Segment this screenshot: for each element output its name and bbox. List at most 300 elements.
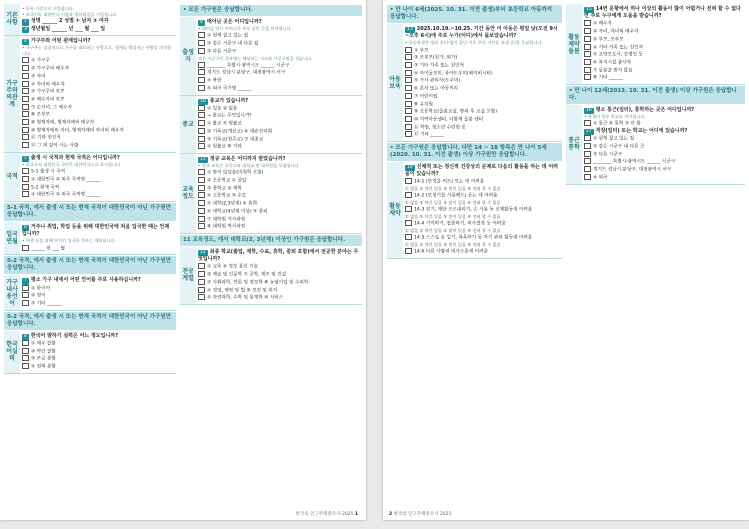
answer-option[interactable] (405, 131, 560, 139)
answer-option[interactable] (22, 134, 174, 142)
answer-option-label: ⑤ 가사 관리사(도우미) (414, 78, 461, 84)
checkbox[interactable] (22, 111, 29, 117)
checkbox[interactable] (22, 191, 29, 197)
question (22, 18, 174, 25)
answer-option[interactable] (198, 136, 360, 144)
answer-option[interactable] (584, 158, 743, 166)
rating-scale[interactable]: ① 없음 ② 약간 있음 ③ 많이 있음 ④ 전혀 할 수 없음 (405, 227, 501, 233)
answer-option-label: ③ 부모, 조부모 (593, 37, 624, 43)
answer-option[interactable] (198, 263, 360, 271)
answer-option[interactable] (198, 69, 360, 77)
answer-option-label: ⑧ 조부모 (31, 112, 50, 118)
checkbox[interactable] (198, 169, 205, 175)
footer-text: 한국의 인구주택총조사 2025 (393, 512, 452, 517)
question-number: 11 (200, 156, 206, 162)
question-text: 직장(일터) 또는 학교는 어디에 있습니까? (595, 128, 688, 135)
question-section (180, 154, 362, 234)
answer-option[interactable] (405, 248, 560, 256)
answer-option[interactable] (584, 44, 743, 52)
checkbox[interactable] (198, 177, 205, 183)
question-number: 16 (586, 108, 592, 114)
checkbox[interactable] (198, 128, 205, 134)
answer-option-label: ________ 특별시·광역시도 ______ 시군구 (207, 63, 290, 69)
answer-option-label: ① 가구주 (31, 58, 50, 64)
checkbox[interactable] (22, 285, 29, 291)
checkbox[interactable] (22, 81, 29, 87)
answer-option[interactable] (405, 234, 560, 242)
page2-column-left (387, 4, 562, 504)
answer-option[interactable] (22, 96, 174, 104)
answer-option[interactable] (584, 143, 743, 151)
answer-option-label: ① 있음 ② 없음 (207, 106, 238, 112)
answer-option[interactable] (22, 184, 174, 192)
checkbox[interactable] (22, 134, 29, 140)
checkbox[interactable] (584, 51, 591, 57)
checkbox[interactable] (584, 143, 591, 149)
answer-option-label: ⑧ 유치원 (414, 102, 433, 108)
checkbox[interactable] (584, 158, 591, 164)
checkbox[interactable] (22, 300, 29, 306)
checkbox[interactable] (198, 62, 205, 68)
checkbox[interactable] (198, 263, 205, 269)
answer-option[interactable] (405, 192, 560, 200)
question-number: 12 (200, 249, 206, 255)
answer-option-label: ② 자녀, 자녀의 배우자 (593, 29, 639, 35)
checkbox[interactable] (22, 348, 29, 354)
question-section (4, 36, 176, 153)
answer-option[interactable] (405, 101, 560, 109)
answer-option[interactable] (198, 200, 360, 208)
checkbox[interactable] (198, 48, 205, 54)
answer-option[interactable] (22, 191, 174, 199)
answer-option[interactable] (584, 28, 743, 36)
checkbox[interactable] (22, 245, 29, 251)
section-side-label: 활동제약 (387, 162, 403, 258)
checkbox[interactable] (584, 36, 591, 42)
section-side-label: 아동보육 (387, 24, 403, 141)
question-section (4, 153, 176, 202)
answer-option-label: ⑩ 형제자매의 자녀, 형제자매의 자녀의 배우자 (31, 128, 124, 134)
answer-option-label: ⑤ 대학(2,3년제) ④ 휴학 (207, 201, 258, 207)
checkbox[interactable] (22, 65, 29, 71)
checkbox[interactable] (198, 85, 205, 91)
checkbox[interactable] (405, 62, 412, 68)
answer-option-label: 5-1 출생 시 국적 (31, 169, 66, 175)
answer-option[interactable] (198, 77, 360, 85)
answer-option[interactable] (584, 174, 743, 182)
answer-option-label: ⑥ 배우자의 부모 (31, 97, 65, 103)
question-number: 15 (586, 7, 592, 12)
answer-option[interactable] (584, 59, 743, 67)
answer-option[interactable] (198, 40, 360, 48)
answer-option-label: ________ 특별시·광역시도 ______ 시군구 (593, 159, 676, 165)
checkbox[interactable] (198, 136, 205, 142)
question-text: 평소 통근(일터), 통학하는 곳은 어디입니까? (595, 107, 695, 114)
answer-option[interactable] (584, 74, 743, 82)
checkbox[interactable] (405, 108, 412, 114)
answer-option[interactable] (22, 81, 174, 89)
checkbox[interactable] (584, 166, 591, 172)
checkbox[interactable] (405, 220, 412, 226)
answer-option-label: ⑥ 대학교(4년제 이상) ⑤ 중퇴 (207, 209, 268, 215)
answer-option[interactable] (22, 340, 174, 348)
checkbox[interactable] (405, 192, 412, 198)
answer-option-label: 14-6 다른 사람과 의사소통에 어려움 (414, 249, 488, 255)
checkbox[interactable] (198, 32, 205, 38)
checkbox[interactable] (198, 105, 205, 111)
section-body (196, 154, 362, 233)
section-body (20, 36, 176, 152)
answer-option[interactable] (22, 285, 174, 293)
answer-option[interactable] (584, 151, 743, 159)
answer-option-label: 14-4 기억하기, 집중하기, 의사결정 등 어려움 (414, 221, 506, 227)
checkbox[interactable] (584, 20, 591, 26)
checkbox[interactable] (405, 54, 412, 60)
checkbox[interactable] (584, 67, 591, 73)
answer-option[interactable] (22, 127, 174, 135)
checkbox[interactable] (198, 271, 205, 277)
answer-option[interactable] (405, 108, 560, 116)
question-section (4, 275, 176, 310)
checkbox[interactable] (22, 363, 29, 369)
checkbox[interactable] (22, 184, 29, 190)
answer-option-label: ② 기독교(개신교) ⑥ 대순진리회 (207, 129, 273, 135)
checkbox[interactable] (22, 96, 29, 102)
answer-option-label: ② 가구주의 배우자 (31, 66, 70, 72)
question-text: 거주나 취업, 학업 등을 위해 대한민국에 처음 입국한 때는 언제입니까? (22, 224, 170, 238)
question-note: • 태어날 당시 어머니가 주로 살던 곳을 의미합니다. (198, 26, 293, 32)
checkbox[interactable] (405, 93, 412, 99)
answer-option[interactable] (405, 85, 560, 93)
answer-option[interactable] (405, 124, 560, 132)
section-side-label: 활동제약돌봄 (566, 4, 582, 84)
answer-option[interactable] (198, 294, 360, 302)
answer-option[interactable] (584, 67, 743, 75)
answer-option[interactable] (22, 111, 174, 119)
checkbox[interactable] (198, 192, 205, 198)
question-note: • 가구주는 실질적으로 가구를 대표하는 사람으로, 생계를 책임지는 사람을 의미합니다. (22, 45, 172, 57)
section-body (20, 153, 176, 201)
question-section (180, 17, 362, 96)
answer-option[interactable] (198, 223, 360, 231)
answer-option[interactable] (22, 176, 174, 184)
page2-column-right (566, 4, 745, 504)
section-body (582, 105, 745, 184)
question-note: • 초등학생은 방과 후(수업이 끝난 이후 주로 시간을 보낸 곳)을 응답합니다. (405, 40, 543, 46)
checkbox[interactable] (405, 131, 412, 137)
answer-option-label: ② 영어 (31, 293, 46, 299)
question-text: 생년월일 ______ 년 ___ 월 ___ 일 (30, 25, 106, 32)
answer-option[interactable] (22, 88, 174, 96)
checkbox[interactable] (22, 168, 29, 174)
question (22, 26, 174, 33)
answer-option[interactable] (198, 105, 360, 113)
answer-option[interactable] (198, 279, 360, 287)
section-side-label: 종교 (180, 96, 196, 153)
checkbox[interactable] (584, 120, 591, 126)
checkbox[interactable] (584, 59, 591, 65)
answer-option[interactable] (22, 363, 174, 371)
checkbox[interactable] (22, 57, 29, 63)
answer-option[interactable] (584, 120, 743, 128)
section-body (20, 331, 176, 373)
answer-option-label: ① 불교 ⑤ 원불교 (207, 121, 242, 127)
footer-text: 한국의 인구주택총조사 2025 (295, 512, 354, 517)
question-number: 10 (200, 98, 206, 104)
answer-option[interactable] (198, 169, 360, 177)
checkbox[interactable] (584, 135, 591, 141)
answer-option[interactable] (584, 166, 743, 174)
question-section (4, 222, 176, 255)
question-text: 14번 문항에서 하나 이상의 활동이 많이 어렵거나 전혀 할 수 없다면 주로 누구에게 도움을 받습니까? (584, 6, 741, 20)
checkbox[interactable] (405, 116, 412, 122)
answer-option[interactable] (198, 208, 360, 216)
answer-option-label: ④ 경영, 행정 및 법 ⑨ 보건 및 복지 (207, 288, 278, 293)
answer-option[interactable] (198, 143, 360, 151)
checkbox[interactable] (405, 70, 412, 76)
question-note: 다른 시군구인 경우에는 해당되는 시도와 시군구명을 적습니다. (198, 55, 313, 61)
answer-option[interactable] (198, 177, 360, 185)
answer-option[interactable] (22, 300, 174, 308)
page1-footer (296, 511, 358, 517)
answer-option[interactable] (198, 216, 360, 224)
answer-option[interactable] (198, 32, 360, 40)
answer-option[interactable] (584, 36, 743, 44)
rating-scale[interactable]: ① 없음 ② 약간 있음 ③ 많이 있음 ④ 전혀 할 수 없음 (405, 213, 501, 219)
checkbox[interactable] (22, 127, 29, 133)
question-section (387, 24, 562, 142)
answer-option-label: ⑦ 어린이집 (414, 94, 438, 100)
answer-option[interactable] (198, 128, 360, 136)
checkbox[interactable] (584, 174, 591, 180)
answer-option[interactable] (22, 57, 174, 65)
section-instruction-band: • 만 나이 12세(2013. 10. 31. 이전 출생) 이상 가구원은 응답합니다. (566, 86, 745, 104)
answer-option[interactable] (22, 168, 174, 176)
section-side-label: 가구주와의관계 (4, 36, 20, 152)
question-note: • 여행 등을 위해 단기간 입국한 경우는 제외합니다. (22, 238, 117, 244)
answer-option-label: ④ 아이돌보미, 육아도우미(베이비시터) (414, 71, 493, 77)
checkbox[interactable] (198, 40, 205, 46)
checkbox[interactable] (405, 85, 412, 91)
answer-option-label: ① 한국어 (31, 286, 50, 292)
answer-option[interactable] (405, 77, 560, 85)
answer-option-label: ③ 조금 못함 (31, 356, 56, 362)
question (22, 277, 174, 284)
answer-option[interactable] (584, 20, 743, 28)
question-section (4, 331, 176, 374)
section-instruction-band: • 모든 가구원은 응답합니다. (180, 5, 362, 16)
answer-option[interactable] (198, 112, 360, 120)
answer-option[interactable] (405, 47, 560, 55)
answer-option-label: ② 조부모(친가, 외가) (414, 55, 458, 61)
checkbox[interactable] (22, 73, 29, 79)
answer-option-label: ______ 년 ___ 월 (31, 246, 65, 252)
page2-footer (389, 511, 451, 517)
answer-option-label: 14-2 (보청기를 사용해도) 듣는 데 어려움 (414, 193, 498, 199)
answer-option-label: ② 약간 잘함 (31, 349, 56, 355)
answer-option[interactable] (405, 220, 560, 228)
checkbox[interactable] (584, 151, 591, 157)
answer-option-label: ③ 기타 ______ (31, 301, 61, 307)
checkbox[interactable] (405, 124, 412, 130)
answer-option-label: ② 예술 및 인문학 ⑦ 공학, 제조 및 건설 (207, 272, 287, 278)
answer-option-label: 경기도 성남시 분당구, 대전광역시 서구 (593, 167, 672, 173)
page-2 (383, 0, 749, 520)
checkbox[interactable] (198, 112, 205, 118)
answer-option[interactable] (22, 355, 174, 363)
checkbox[interactable] (22, 104, 29, 110)
checkbox[interactable] (405, 234, 412, 240)
question (405, 164, 560, 178)
checkbox[interactable] (22, 176, 29, 182)
page-1 (0, 0, 366, 520)
answer-option-label: ③ 다른 시군구 (593, 152, 623, 158)
answer-option-label: ⑨ 초등학교(돌봄교실, 방과 후 교실 포함) (414, 109, 498, 115)
question-section (566, 105, 745, 185)
section-instruction-band: 11 교육정도, 에서 대학교(2, 3년제) 이상인 가구원은 응답합니다. (180, 235, 362, 246)
answer-option-label: 5-2 현재 국적 (31, 185, 60, 191)
question (584, 128, 743, 135)
checkbox[interactable] (198, 200, 205, 206)
answer-option-label: ④ 고등학교 ③ 수료 (207, 193, 247, 199)
answer-option-label: ③ 기타 가족 또는 친인척 (414, 63, 464, 69)
answer-option[interactable] (198, 120, 360, 128)
section-body (20, 4, 176, 35)
rating-scale[interactable]: ① 없음 ② 약간 있음 ③ 많이 있음 ④ 전혀 할 수 없음 (405, 186, 501, 192)
page-number: 1 (354, 512, 358, 517)
answer-option[interactable] (22, 348, 174, 356)
question-section (180, 247, 362, 305)
answer-option[interactable] (198, 62, 360, 70)
rating-scale[interactable]: ① 없음 ② 약간 있음 ③ 많이 있음 ④ 전혀 할 수 없음 (405, 241, 501, 247)
answer-option[interactable] (22, 119, 174, 127)
answer-option[interactable] (22, 65, 174, 73)
answer-option[interactable] (405, 178, 560, 186)
checkbox[interactable] (405, 178, 412, 184)
checkbox[interactable] (198, 185, 205, 191)
checkbox[interactable] (22, 340, 29, 346)
checkbox[interactable] (584, 28, 591, 34)
answer-option[interactable] (405, 116, 560, 124)
answer-option-label: ④ 북한 (207, 78, 222, 84)
answer-option-label: ⑥ 혼자 또는 아동끼리 (414, 86, 459, 92)
question-section (4, 4, 176, 36)
checkbox[interactable] (198, 279, 205, 285)
answer-option[interactable] (198, 287, 360, 295)
section-body (403, 24, 562, 141)
checkbox[interactable] (22, 119, 29, 125)
checkbox[interactable] (22, 142, 29, 148)
checkbox[interactable] (584, 44, 591, 50)
question-note: • 학생의 경우 학교를 의미합니다. (584, 114, 646, 120)
answer-option-label: ④ 기타 가족 또는 친인척 (593, 45, 643, 51)
rating-scale[interactable]: ① 없음 ② 약간 있음 ③ 많이 있음 ④ 전혀 할 수 없음 (405, 200, 501, 206)
answer-option-label: ① 통근 ② 통학 ③ 안 함 (593, 121, 641, 127)
answer-option-label: 경기도 성남시 분당구, 대전광역시 서구 (207, 70, 286, 76)
question-number: 13 (407, 27, 413, 32)
answer-option-label: ⑫ 그 외 같이 사는 사람 (31, 143, 79, 149)
answer-option-label: ① 부모 (414, 48, 429, 54)
answer-option-label: ③ 다른 시군구 (207, 49, 237, 55)
answer-option-label: ⑤ 자연과학, 수학 및 통계학 ⑩ 서비스 (207, 295, 284, 301)
answer-option[interactable] (198, 185, 360, 193)
answer-option-label: ① 배우자 (593, 21, 612, 27)
question-number: 4 (24, 38, 27, 44)
section-body (403, 162, 562, 258)
question-text: 태어난 곳은 어디입니까? (206, 19, 262, 25)
checkbox[interactable] (405, 77, 412, 83)
answer-option[interactable] (22, 73, 174, 81)
answer-option[interactable] (198, 85, 360, 93)
question (198, 249, 360, 263)
answer-option[interactable] (584, 135, 743, 143)
checkbox[interactable] (405, 47, 412, 53)
answer-option[interactable] (198, 271, 360, 279)
checkbox[interactable] (198, 223, 205, 229)
question-text: 정규 교육은 어디까지 받았습니까? (209, 155, 286, 162)
question-number: 1 (24, 19, 27, 25)
answer-option-label: ⑦ 손자녀, 그 배우자 (31, 105, 73, 111)
answer-option-label: ② 초등학교 ① 졸업 (207, 178, 247, 184)
section-body (196, 247, 362, 304)
section-body (582, 4, 745, 84)
section-instruction-band: • 모든 가구원은 응답합니다. 다만 14 ~ 18 항목은 만 나이 5세(2020. 10. 31. 이전 출생) 이상 가구원만 응답합니다. (387, 143, 562, 161)
checkbox[interactable] (198, 69, 205, 75)
question-section (566, 4, 745, 85)
checkbox[interactable] (22, 292, 29, 298)
checkbox[interactable] (198, 77, 205, 83)
checkbox[interactable] (198, 208, 205, 214)
checkbox[interactable] (584, 74, 591, 80)
section-side-label: 출생지 (180, 17, 196, 95)
checkbox[interactable] (198, 143, 205, 149)
section-side-label: 가구내사용언어 (4, 275, 20, 309)
checkbox[interactable] (198, 216, 205, 222)
checkbox[interactable] (22, 88, 29, 94)
answer-option[interactable] (22, 142, 174, 150)
answer-option[interactable] (405, 93, 560, 101)
answer-option-label: ① 현재 살고 있는 집 (207, 33, 249, 39)
answer-option[interactable] (405, 54, 560, 62)
checkbox[interactable] (405, 101, 412, 107)
answer-option[interactable] (22, 104, 174, 112)
answer-option[interactable] (198, 192, 360, 200)
question-section (387, 162, 562, 259)
checkbox[interactable] (198, 120, 205, 126)
answer-option[interactable] (198, 48, 360, 56)
answer-option-label: ③ 사회과학, 언론 및 정보학 ⑧ 농림어업 및 수의학 (207, 280, 309, 286)
checkbox[interactable] (198, 287, 205, 293)
checkbox[interactable] (405, 206, 412, 212)
answer-option[interactable] (584, 51, 743, 59)
answer-option-label: ⑦ 돌봄을 받지 않음 (593, 68, 633, 74)
checkbox[interactable] (22, 355, 29, 361)
checkbox[interactable] (198, 294, 205, 300)
checkbox[interactable] (405, 248, 412, 254)
answer-option[interactable] (405, 62, 560, 70)
question-text: 신체적 또는 정신적 건강상의 문제로 다음의 활동을 하는 데 어려움이 있습니까? (405, 164, 558, 178)
answer-option[interactable] (405, 70, 560, 78)
section-side-label: 기본사항 (4, 4, 20, 35)
question-number: 3 (24, 26, 27, 32)
answer-option-label: ② 같은 시군구 내 다른 집 (207, 41, 259, 47)
question-number: 5 (24, 155, 27, 161)
answer-option[interactable] (405, 206, 560, 214)
answer-option[interactable] (22, 292, 174, 300)
section-instruction-band: • 만 나이 6세(2025. 10. 31. 이전 출생)부터 초등학교 아동까지 응답합니다. (387, 5, 562, 23)
answer-option[interactable] (22, 245, 174, 253)
answer-option-label: ① 대한민국 ② 외국 국적명 ______ (31, 192, 101, 198)
